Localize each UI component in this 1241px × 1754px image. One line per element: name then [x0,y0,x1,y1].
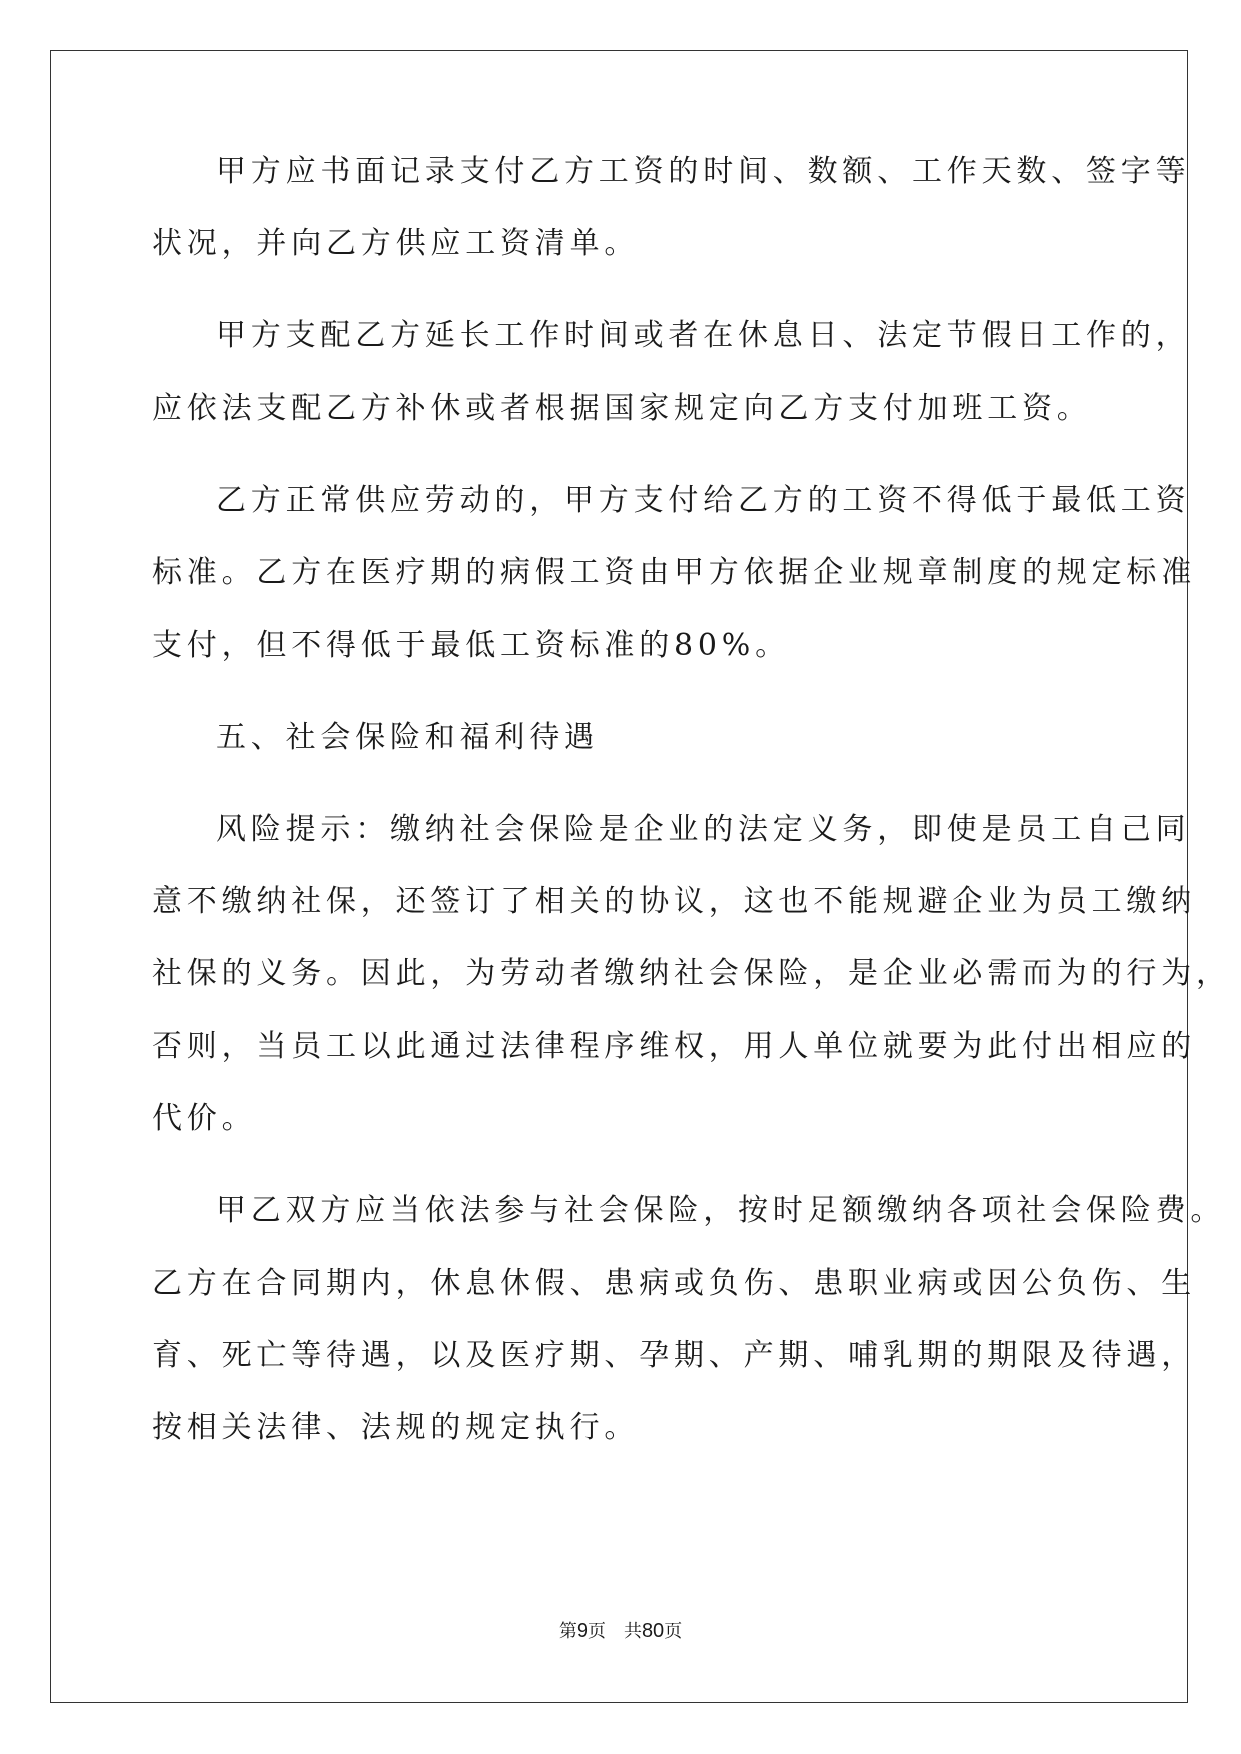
section-heading: 五、社会保险和福利待遇 [216,720,599,755]
page-suffix: 页 [587,1621,606,1642]
paragraph-line: 乙方正常供应劳动的，甲方支付给乙方的工资不得低于最低工资 [216,483,1191,518]
page-border [50,50,1191,1703]
page-footer [0,1620,1241,1643]
paragraph-line: 育、死亡等待遇，以及医疗期、孕期、产期、哺乳期的期限及待遇， [152,1338,1196,1373]
paragraph-line: 意不缴纳社保，还签订了相关的协议，这也不能规避企业为员工缴纳 [152,884,1196,919]
paragraph-line: 甲方应书面记录支付乙方工资的时间、数额、工作天数、签字等 [216,154,1191,189]
paragraph-line: 乙方在合同期内，休息休假、患病或负伤、患职业病或因公负伤、生 [152,1266,1196,1301]
paragraph-line: 风险提示：缴纳社会保险是企业的法定义务，即使是员工自己同 [216,812,1191,847]
paragraph-line: 甲乙双方应当依法参与社会保险，按时足额缴纳各项社会保险费。 [216,1193,1226,1228]
total-pages: 80 [641,1620,665,1642]
page-prefix: 第 [558,1621,577,1642]
paragraph-line: 社保的义务。因此，为劳动者缴纳社会保险，是企业必需而为的行为， [152,956,1231,991]
paragraph-line: 状况，并向乙方供应工资清单。 [152,226,640,261]
paragraph-line: 按相关法律、法规的规定执行。 [152,1410,640,1445]
paragraph-line: 支付，但不得低于最低工资标准的80%。 [152,628,790,663]
total-suffix: 页 [664,1621,683,1642]
total-prefix: 共 [623,1621,642,1642]
paragraph-line: 标准。乙方在医疗期的病假工资由甲方依据企业规章制度的规定标准 [152,555,1196,590]
paragraph-line: 甲方支配乙方延长工作时间或者在休息日、法定节假日工作的， [216,318,1191,353]
paragraph-line: 代价。 [152,1101,257,1136]
paragraph-line: 否则，当员工以此通过法律程序维权，用人单位就要为此付出相应的 [152,1029,1196,1064]
paragraph-line: 应依法支配乙方补休或者根据国家规定向乙方支付加班工资。 [152,391,1092,426]
page-number: 9 [576,1620,588,1642]
